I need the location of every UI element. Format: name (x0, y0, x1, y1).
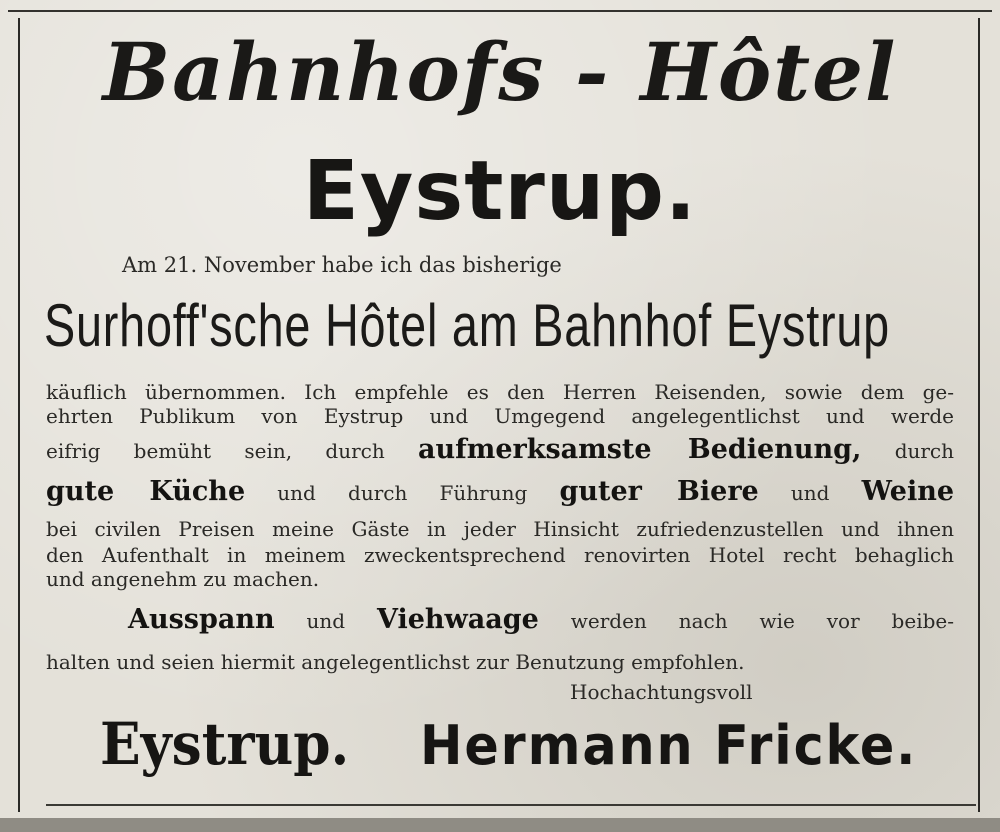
closing-greeting: Hochachtungsvoll (570, 680, 753, 704)
body-line-8 (128, 604, 954, 635)
ad-subtitle: Eystrup. (302, 144, 698, 239)
body-line-3 (46, 434, 955, 465)
emphasis-wines: Weine (861, 476, 955, 507)
bottom-border-rule (46, 804, 976, 806)
intro-text: Am 21. November habe ich das bisherige (122, 253, 562, 277)
body-line-3-end: durch (894, 439, 955, 463)
body-line-4-mid-2: und (790, 481, 830, 505)
hotel-headline: Surhoff'sche Hôtel am Bahnhof Eystrup (44, 292, 890, 359)
body-line-8-mid: und (306, 609, 346, 633)
emphasis-good-beers: guter Biere (559, 476, 759, 507)
emphasis-attentive-service: aufmerksamste Bedienung, (418, 434, 862, 465)
body-line-2: ehrten Publikum von Eystrup und Umgegend angelegentlichst und werde (46, 404, 954, 428)
body-line-9: halten und seien hiermit angelegentlichst zur Benutzung empfohlen. (46, 650, 745, 674)
signature-place: Eystrup. (100, 710, 350, 778)
page-edge-strip (0, 818, 1000, 832)
body-line-4-mid-1: und durch Führung (277, 481, 528, 505)
body-line-7: und angenehm zu machen. (46, 567, 320, 591)
emphasis-good-kitchen: gute Küche (46, 476, 246, 507)
emphasis-ausspann: Ausspann (128, 604, 275, 635)
body-line-4 (46, 476, 955, 507)
top-border-rule (8, 10, 992, 12)
signature-name: Hermann Fricke. (420, 714, 918, 777)
body-line-5: bei civilen Preisen meine Gäste in jeder Hinsicht zufriedenzustellen und ihnen (46, 517, 954, 541)
body-line-8-end: werden nach wie vor beibe- (570, 609, 954, 633)
emphasis-viehwaage: Viehwaage (377, 604, 539, 635)
body-line-1: käuflich übernommen. Ich empfehle es den Herren Reisenden, sowie dem ge- (46, 380, 954, 404)
body-line-3-start: eifrig bemüht sein, durch (46, 439, 385, 463)
body-line-6: den Aufenthalt in meinem zweckentsprechend renovirten Hotel recht behaglich (46, 543, 954, 567)
ad-title: Bahnhofs - Hôtel (102, 25, 898, 119)
